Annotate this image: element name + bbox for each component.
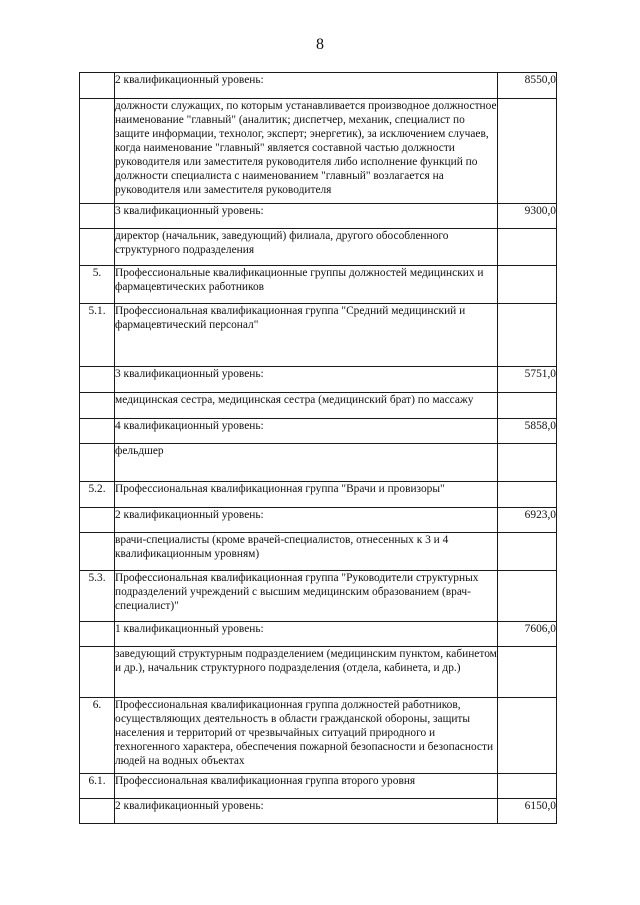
row-number-cell <box>80 508 115 533</box>
row-value-cell <box>498 266 557 304</box>
row-text-cell: 2 квалификационный уровень: <box>115 73 498 99</box>
row-number-cell <box>80 647 115 698</box>
row-number-cell <box>80 533 115 571</box>
row-value-cell: 6923,0 <box>498 508 557 533</box>
row-value-cell <box>498 571 557 622</box>
table-row <box>80 99 557 204</box>
row-value-cell <box>498 99 557 204</box>
row-number-cell <box>80 444 115 482</box>
row-number-cell <box>80 622 115 647</box>
row-text-cell: медицинская сестра, медицинская сестра (медицинский брат) по массажу <box>115 393 498 419</box>
table-row <box>80 444 557 482</box>
row-number-cell <box>80 799 115 824</box>
row-text-cell: заведующий структурным подразделением (медицинским пунктом, кабинетом и др.), начальник структурного подразделения (отдела, кабинета, и др.) <box>115 647 498 698</box>
table-row <box>80 799 557 824</box>
row-value-cell <box>498 229 557 266</box>
row-value-cell <box>498 698 557 774</box>
row-text-cell: директор (начальник, заведующий) филиала, другого обособленного структурного подразделения <box>115 229 498 266</box>
row-text-cell: Профессиональная квалификационная группа второго уровня <box>115 774 498 799</box>
row-value-cell: 8550,0 <box>498 73 557 99</box>
row-text-cell: Профессиональная квалификационная группа должностей работников, осуществляющих деятельность в области гражданской обороны, защиты населения и территорий от чрезвычайных ситуаций природного и техногенного характера, обеспечения пожарной безопасности и безопасности людей на водных объектах <box>115 698 498 774</box>
row-value-cell <box>498 533 557 571</box>
table-row <box>80 266 557 304</box>
row-value-cell <box>498 393 557 419</box>
row-value-cell: 7606,0 <box>498 622 557 647</box>
row-number-cell: 6. <box>80 698 115 774</box>
row-text-cell: фельдшер <box>115 444 498 482</box>
page-number: 8 <box>316 36 324 53</box>
row-text-cell: 1 квалификационный уровень: <box>115 622 498 647</box>
row-text-cell: 3 квалификационный уровень: <box>115 367 498 393</box>
row-text-cell: Профессиональная квалификационная группа "Средний медицинский и фармацевтический персонал" <box>115 304 498 367</box>
table-row <box>80 229 557 266</box>
table-row <box>80 571 557 622</box>
row-number-cell <box>80 229 115 266</box>
table-row <box>80 419 557 444</box>
row-number-cell <box>80 204 115 229</box>
table-row <box>80 393 557 419</box>
table-row <box>80 204 557 229</box>
table-row <box>80 304 557 367</box>
row-text-cell: 2 квалификационный уровень: <box>115 799 498 824</box>
row-text-cell: Профессиональная квалификационная группа "Врачи и провизоры" <box>115 482 498 508</box>
row-number-cell: 5. <box>80 266 115 304</box>
row-number-cell <box>80 419 115 444</box>
row-text-cell: 2 квалификационный уровень: <box>115 508 498 533</box>
row-number-cell: 5.3. <box>80 571 115 622</box>
row-value-cell <box>498 647 557 698</box>
table-row <box>80 774 557 799</box>
row-number-cell: 6.1. <box>80 774 115 799</box>
row-text-cell: 4 квалификационный уровень: <box>115 419 498 444</box>
row-value-cell: 9300,0 <box>498 204 557 229</box>
row-text-cell: Профессиональная квалификационная группа "Руководители структурных подразделений учреждений с высшим медицинским образованием (врач-специалист)" <box>115 571 498 622</box>
row-value-cell: 6150,0 <box>498 799 557 824</box>
row-value-cell <box>498 444 557 482</box>
row-number-cell: 5.1. <box>80 304 115 367</box>
row-number-cell <box>80 99 115 204</box>
row-value-cell: 5751,0 <box>498 367 557 393</box>
table-row <box>80 647 557 698</box>
table-row <box>80 698 557 774</box>
table-row <box>80 367 557 393</box>
row-text-cell: Профессиональные квалификационные группы должностей медицинских и фармацевтических работников <box>115 266 498 304</box>
row-text-cell: должности служащих, по которым устанавливается производное должностное наименование "главный" (аналитик; диспетчер, механик, специалист по защите информации, технолог, эксперт; энергетик), за исключением случаев, когда наименование "главный" является составной частью должности руководителя или заместителя руководителя либо исполнение функций по должности специалиста с наименованием "главный" возлагается на руководителя или заместителя руководителя <box>115 99 498 204</box>
table-row <box>80 508 557 533</box>
table-row <box>80 482 557 508</box>
table-row <box>80 533 557 571</box>
row-value-cell: 5858,0 <box>498 419 557 444</box>
row-number-cell: 5.2. <box>80 482 115 508</box>
row-number-cell <box>80 73 115 99</box>
row-value-cell <box>498 304 557 367</box>
row-number-cell <box>80 367 115 393</box>
salary-table <box>79 72 557 824</box>
table-row <box>80 622 557 647</box>
row-text-cell: врачи-специалисты (кроме врачей-специалистов, отнесенных к 3 и 4 квалификационным уровням) <box>115 533 498 571</box>
row-value-cell <box>498 774 557 799</box>
table-row <box>80 73 557 99</box>
row-value-cell <box>498 482 557 508</box>
row-number-cell <box>80 393 115 419</box>
row-text-cell: 3 квалификационный уровень: <box>115 204 498 229</box>
